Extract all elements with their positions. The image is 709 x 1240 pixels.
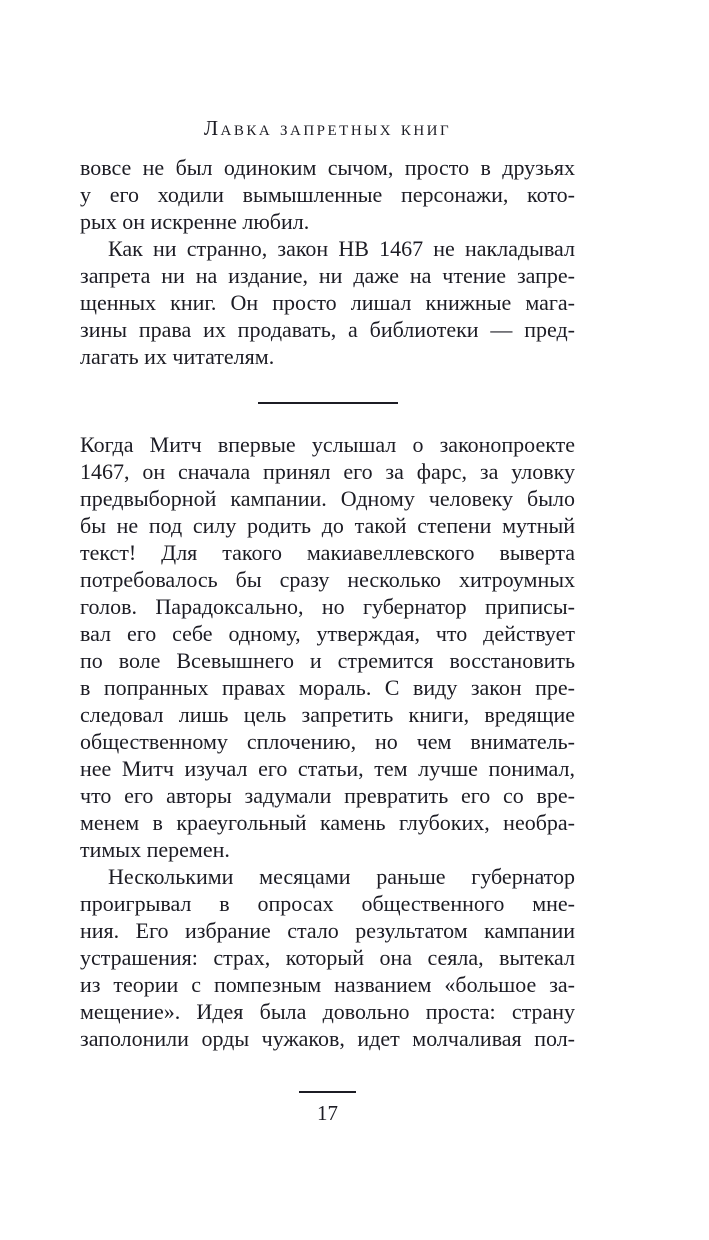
section-separator bbox=[80, 370, 575, 431]
page-number: 17 bbox=[317, 1101, 338, 1125]
text-line: тимых перемен. bbox=[80, 837, 230, 862]
text-line: предвыборной кампании. Одному человеку было bbox=[80, 486, 575, 511]
text-line: 1467, он сначала принял его за фарс, за уловку bbox=[80, 459, 575, 484]
text-line: лагать их читателям. bbox=[80, 344, 275, 369]
text-line: заполонили орды чужаков, идет молчаливая пол- bbox=[80, 1026, 575, 1051]
section-separator-rule bbox=[258, 402, 398, 404]
text-line: вовсе не был одиноким сычом, просто в друзьях bbox=[80, 155, 575, 180]
text-line: проигрывал в опросах общественного мне- bbox=[80, 891, 575, 916]
text-line: у его ходили вымышленные персонажи, кото- bbox=[80, 182, 575, 207]
text-line: в попранных правах мораль. С виду закон пре- bbox=[80, 675, 575, 700]
text-line: ния. Его избрание стало результатом кампании bbox=[80, 918, 575, 943]
text-line: менем в краеугольный камень глубоких, необра- bbox=[80, 810, 575, 835]
running-title: Лавка запретных книг bbox=[203, 116, 452, 140]
text-line: что его авторы задумали превратить его со вре- bbox=[80, 783, 575, 808]
text-line: из теории с помпезным названием «большое за- bbox=[80, 972, 575, 997]
text-line: по воле Всевышнего и стремится восстановить bbox=[80, 648, 575, 673]
text-line: бы не под силу родить до такой степени мутный bbox=[80, 513, 575, 538]
text-line: запрета ни на издание, ни даже на чтение запре- bbox=[80, 263, 575, 288]
text-line: Когда Митч впервые услышал о законопроекте bbox=[80, 432, 575, 457]
text-line: устрашения: страх, который она сеяла, вытекал bbox=[80, 945, 575, 970]
text-line: нее Митч изучал его статьи, тем лучше понимал, bbox=[80, 756, 575, 781]
text-line: мещение». Идея была довольно проста: страну bbox=[80, 999, 575, 1024]
text-column bbox=[80, 154, 575, 1052]
text-line: следовал лишь цель запретить книги, вредящие bbox=[80, 702, 575, 727]
text-line: вал его себе одному, утверждая, что действует bbox=[80, 621, 575, 646]
text-line: Несколькими месяцами раньше губернатор bbox=[108, 864, 575, 889]
text-line: общественному сплочению, но чем вниматель- bbox=[80, 729, 575, 754]
text-line: потребовалось бы сразу несколько хитроумных bbox=[80, 567, 575, 592]
footer-rule bbox=[299, 1091, 356, 1093]
text-line: зины права их продавать, а библиотеки — пред- bbox=[80, 317, 575, 342]
text-line: щенных книг. Он просто лишал книжные мага- bbox=[80, 290, 575, 315]
text-line: текст! Для такого макиавеллевского выверта bbox=[80, 540, 575, 565]
text-line: рых он искренне любил. bbox=[80, 209, 310, 234]
text-line: Как ни странно, закон HB 1467 не накладывал bbox=[108, 236, 575, 261]
text-line: голов. Парадоксально, но губернатор приписы- bbox=[80, 594, 575, 619]
